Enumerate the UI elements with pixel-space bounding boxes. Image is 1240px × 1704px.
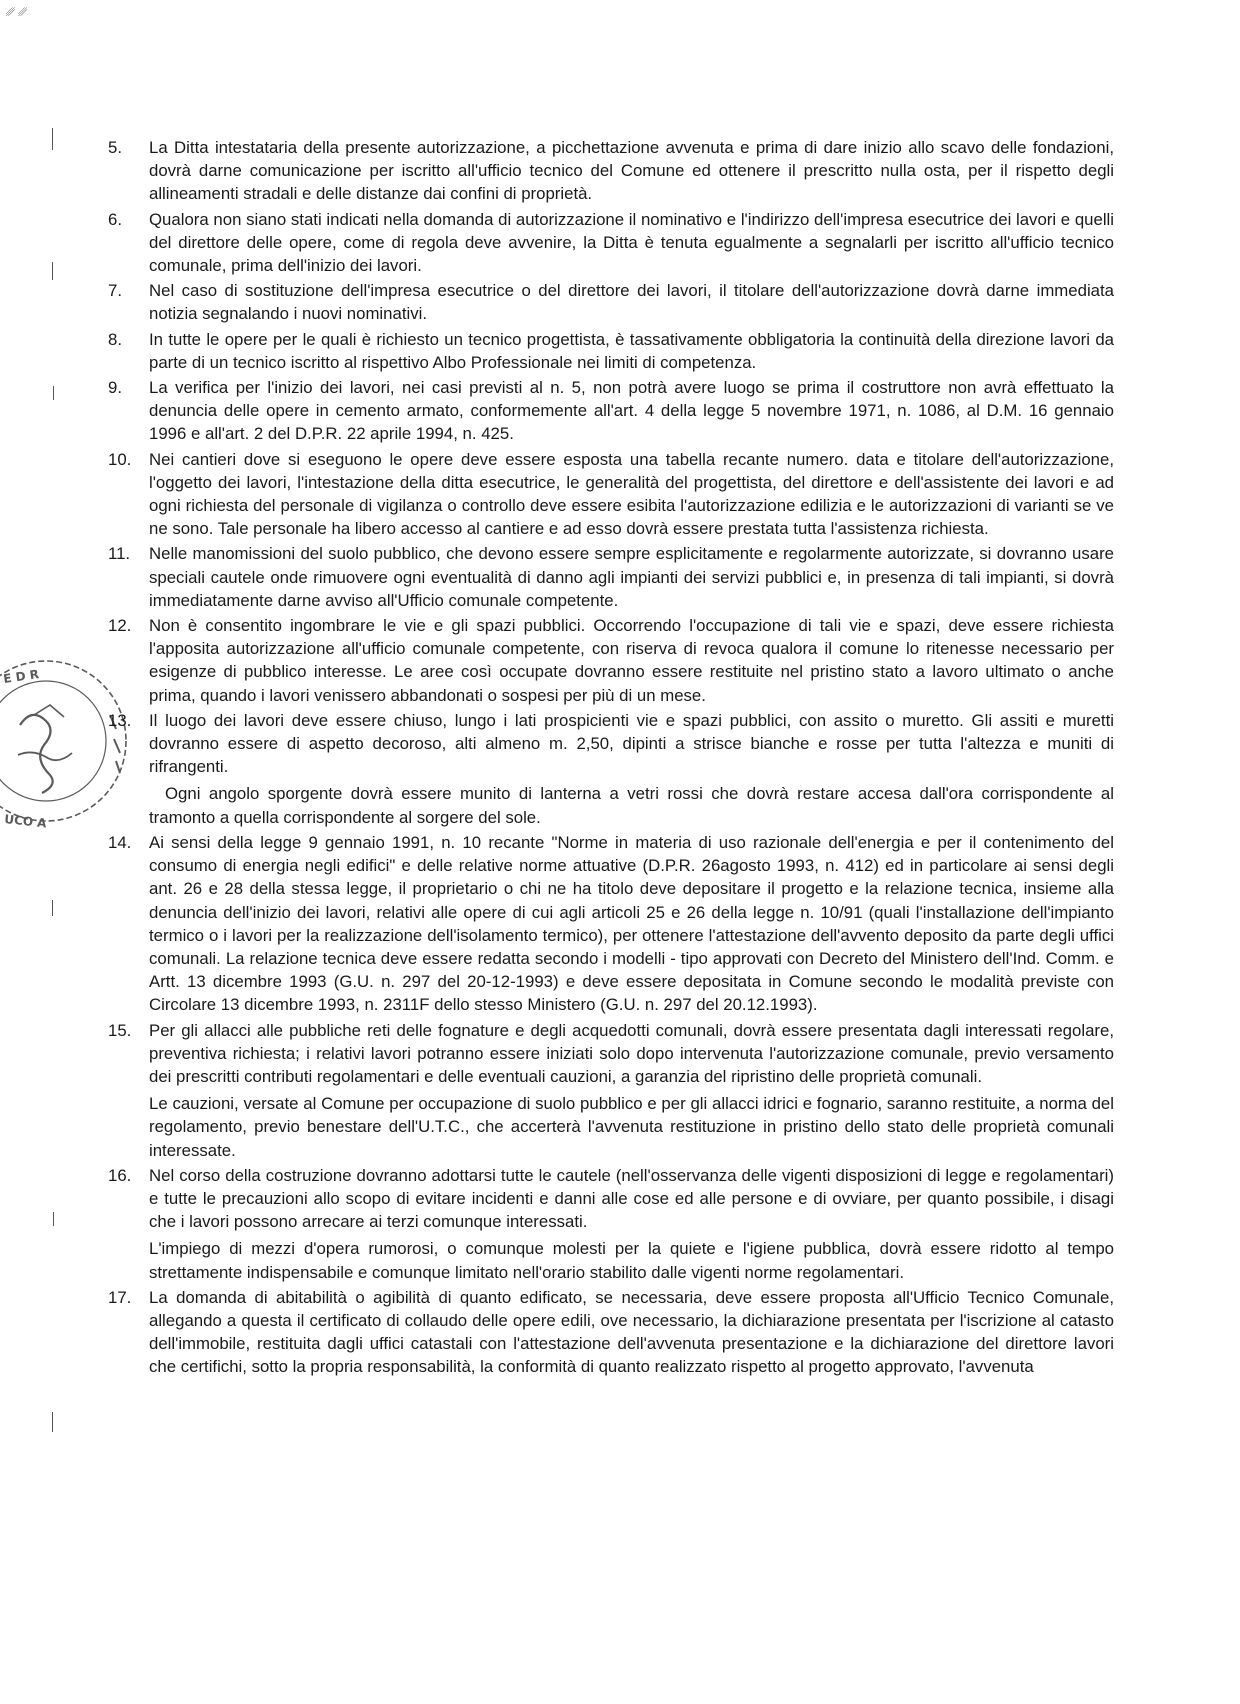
corner-scribble-icon: ␥ ␥ xyxy=(6,6,28,19)
list-item xyxy=(108,1019,1114,1162)
item-number: 5. xyxy=(108,138,122,157)
item-number: 13. xyxy=(108,710,132,730)
list-item xyxy=(108,1286,1114,1379)
item-number: 7. xyxy=(108,281,122,301)
list-item xyxy=(108,208,1114,278)
item-number: 16. xyxy=(108,1165,132,1185)
numbered-list xyxy=(108,136,1114,1381)
list-item xyxy=(108,831,1114,1017)
list-item xyxy=(108,328,1114,374)
item-paragraph: In tutte le opere per le quali è richiesto un tecnico progettista, è tassativamente obbligatoria la continuità della direzione lavori da parte di un tecnico iscritto al rispettivo Albo Professionale nei limiti di competenza. xyxy=(149,329,1114,372)
margin-mark xyxy=(52,262,53,280)
margin-mark xyxy=(52,900,53,916)
item-number: 8. xyxy=(108,329,122,349)
item-paragraph: La Ditta intestataria della presente autorizzazione, a picchettazione avvenuta e prima di dare inizio allo scavo delle fondazioni, dovrà darne comunicazione per iscritto all'ufficio tecnico del Comune ed ottenere il prescritto nulla osta, per il rispetto degli allineamenti stradali e delle distanze dai confini di proprietà. xyxy=(149,138,1114,204)
item-paragraph: Ogni angolo sporgente dovrà essere munito di lanterna a vetri rossi che dovrà restare accesa dall'ora corrispondente al tramonto a quella corrispondente al sorgere del sole. xyxy=(149,784,1114,827)
list-item xyxy=(108,448,1114,541)
item-number: 6. xyxy=(108,209,122,229)
item-number: 9. xyxy=(108,378,122,398)
list-item xyxy=(108,376,1114,446)
item-paragraph: Nei cantieri dove si eseguono le opere deve essere esposta una tabella recante numero. data e titolare dell'autorizzazione, l'oggetto dei lavori, l'intestazione della ditta esecutrice, le generalità del progettista, del direttore e dell'assistente dei lavori e ad ogni richiesta del personale di vigilanza o controllo deve essere esibita l'autorizzazione edilizia e le autorizzazioni di varianti se ve ne sono. Tale personale ha libero accesso al cantiere e ad esso dovrà essere prestata tutta l'assistenza richiesta. xyxy=(149,449,1114,539)
item-number: 15. xyxy=(108,1020,132,1040)
item-paragraph: Qualora non siano stati indicati nella domanda di autorizzazione il nominativo e l'indirizzo dell'impresa esecutrice dei lavori e quelli del direttore delle opere, come di regola deve avvenire, la Ditta è tenuta egualmente a segnalarli per iscritto all'ufficio tecnico comunale, prima dell'inizio dei lavori. xyxy=(149,209,1114,276)
list-item xyxy=(108,614,1114,707)
list-item xyxy=(108,279,1114,325)
item-number: 14. xyxy=(108,832,132,852)
margin-mark xyxy=(52,1412,53,1432)
list-item xyxy=(108,709,1114,829)
list-item xyxy=(108,542,1114,612)
item-paragraph: Non è consentito ingombrare le vie e gli spazi pubblici. Occorrendo l'occupazione di tali vie e spazi, deve essere richiesta l'apposita autorizzazione all'ufficio comunale competente, con riserva di revoca qualora il comune lo ritenesse necessario per esigenze di pubblico interesse. Le aree così occupate dovranno essere restituite nel pristino stato a lavoro ultimato o anche prima, quando i lavori venissero abbandonati o sospesi per più di un mese. xyxy=(149,616,1114,705)
item-paragraph: La verifica per l'inizio dei lavori, nei casi previsti al n. 5, non potrà avere luogo se prima il costruttore non avrà effettuato la denuncia delle opere in cemento armato, conformemente all'art. 4 della legge 5 novembre 1971, n. 1086, al D.M. 16 gennaio 1996 e all'art. 2 del D.P.R. 22 aprile 1994, n. 425. xyxy=(149,378,1114,444)
svg-text:UCO A: UCO A xyxy=(3,812,48,831)
item-number: 11. xyxy=(108,544,131,564)
list-item xyxy=(108,1164,1114,1284)
list-item xyxy=(108,136,1114,206)
item-paragraph: Le cauzioni, versate al Comune per occupazione di suolo pubblico e per gli allacci idrici e fognario, saranno restituite, a norma del regolamento, previo benestare dell'U.T.C., che accerterà l'avvenuta restituzione in pristino dello stato delle proprietà comunali interessate. xyxy=(149,1094,1114,1160)
item-paragraph: L'impiego di mezzi d'opera rumorosi, o comunque molesti per la quiete e l'igiene pubblica, dovrà essere ridotto al tempo strettamente indispensabile e comunque limitato nell'orario stabilito dalle vigenti norme regolamentari. xyxy=(149,1239,1114,1282)
svg-text:E D R: E D R xyxy=(2,667,40,686)
item-paragraph: Il luogo dei lavori deve essere chiuso, lungo i lati prospicienti vie e spazi pubblici, con assito o muretto. Gli assiti e muretti dovranno essere di aspetto decoroso, alti almeno m. 2,50, dipinti a strisce bianche e rosse per tutta l'altezza e muniti di rifrangenti. xyxy=(149,710,1114,777)
item-number: 10. xyxy=(108,449,132,469)
item-number: 12. xyxy=(108,616,132,636)
item-paragraph: Per gli allacci alle pubbliche reti delle fognature e degli acquedotti comunali, dovrà essere presentata dagli interessati regolare, preventiva richiesta; i relativi lavori potranno essere iniziati solo dopo intervenuta l'autorizzazione comunale, previo versamento dei prescritti contributi regolamentari e delle eventuali cauzioni, a garanzia del ripristino delle proprietà comunali. xyxy=(149,1020,1114,1086)
item-number: 17. xyxy=(108,1287,132,1307)
item-paragraph: Ai sensi della legge 9 gennaio 1991, n. 10 recante "Norme in materia di uso razionale dell'energia e per il contenimento del consumo di energia negli edifici" e delle relative norme attuative (D.P.R. 26agosto 1993, n. 412) ed in particolare ai sensi degli ant. 26 e 28 della stessa legge, il proprietario o chi ne ha titolo deve depositare il progetto e la relazione tecnica, insieme alla denuncia dell'inizio dei lavori, relativi alle opere di cui agli articoli 25 e 26 della legge n. 10/91 (quali l'installazione dell'impianto termico o i lavori per la realizzazione dell'isolamento termico), per ottenere l'attestazione dell'avvento deposito da parte degli uffici comunali. La relazione tecnica deve essere redatta secondo i modelli - tipo approvati con Decreto del Ministero dell'Ind. Comm. e Artt. 13 dicembre 1993 (G.U. n. 297 del 20-12-1993) e deve essere depositata in Comune secondo le modalità previste con Circolare 13 dicembre 1993, n. 2311F dello stesso Ministero (G.U. n. 297 del 20.12.1993). xyxy=(149,832,1114,1015)
margin-mark xyxy=(53,386,54,400)
margin-mark xyxy=(52,128,53,150)
item-paragraph: Nel corso della costruzione dovranno adottarsi tutte le cautele (nell'osservanza delle vigenti disposizioni di legge e regolamentari) e tutte le precauzioni allo scopo di evitare incidenti e danni alle cose ed alle persone e di ovviare, per quanto possibile, i disagi che i lavori possono arrecare ai terzi comunque interessati. xyxy=(149,1165,1114,1232)
item-paragraph: Nelle manomissioni del suolo pubblico, che devono essere sempre esplicitamente e regolarmente autorizzate, si dovranno usare speciali cautele onde rimuovere ogni eventualità di danno agli impianti dei servizi pubblici e, in presenza di tali impianti, si dovrà immediatamente darne avviso all'Ufficio comunale competente. xyxy=(149,544,1114,610)
item-paragraph: Nel caso di sostituzione dell'impresa esecutrice o del direttore dei lavori, il titolare dell'autorizzazione dovrà darne immediata notizia segnalando i nuovi nominativi. xyxy=(149,281,1114,324)
item-paragraph: La domanda di abitabilità o agibilità di quanto edificato, se necessaria, deve essere proposta all'Ufficio Tecnico Comunale, allegando a questa il certificato di collaudo delle opere edili, ove necessario, la dichiarazione presentata per l'iscrizione al catasto dell'immobile, restituita dagli uffici catastali con l'attestazione dell'avvenuta presentazione e la dichiarazione del direttore lavori che certifichi, sotto la propria responsabilità, la conformità di quanto realizzato rispetto al progetto approvato, l'avvenuta xyxy=(149,1287,1114,1377)
margin-mark xyxy=(53,1212,54,1226)
